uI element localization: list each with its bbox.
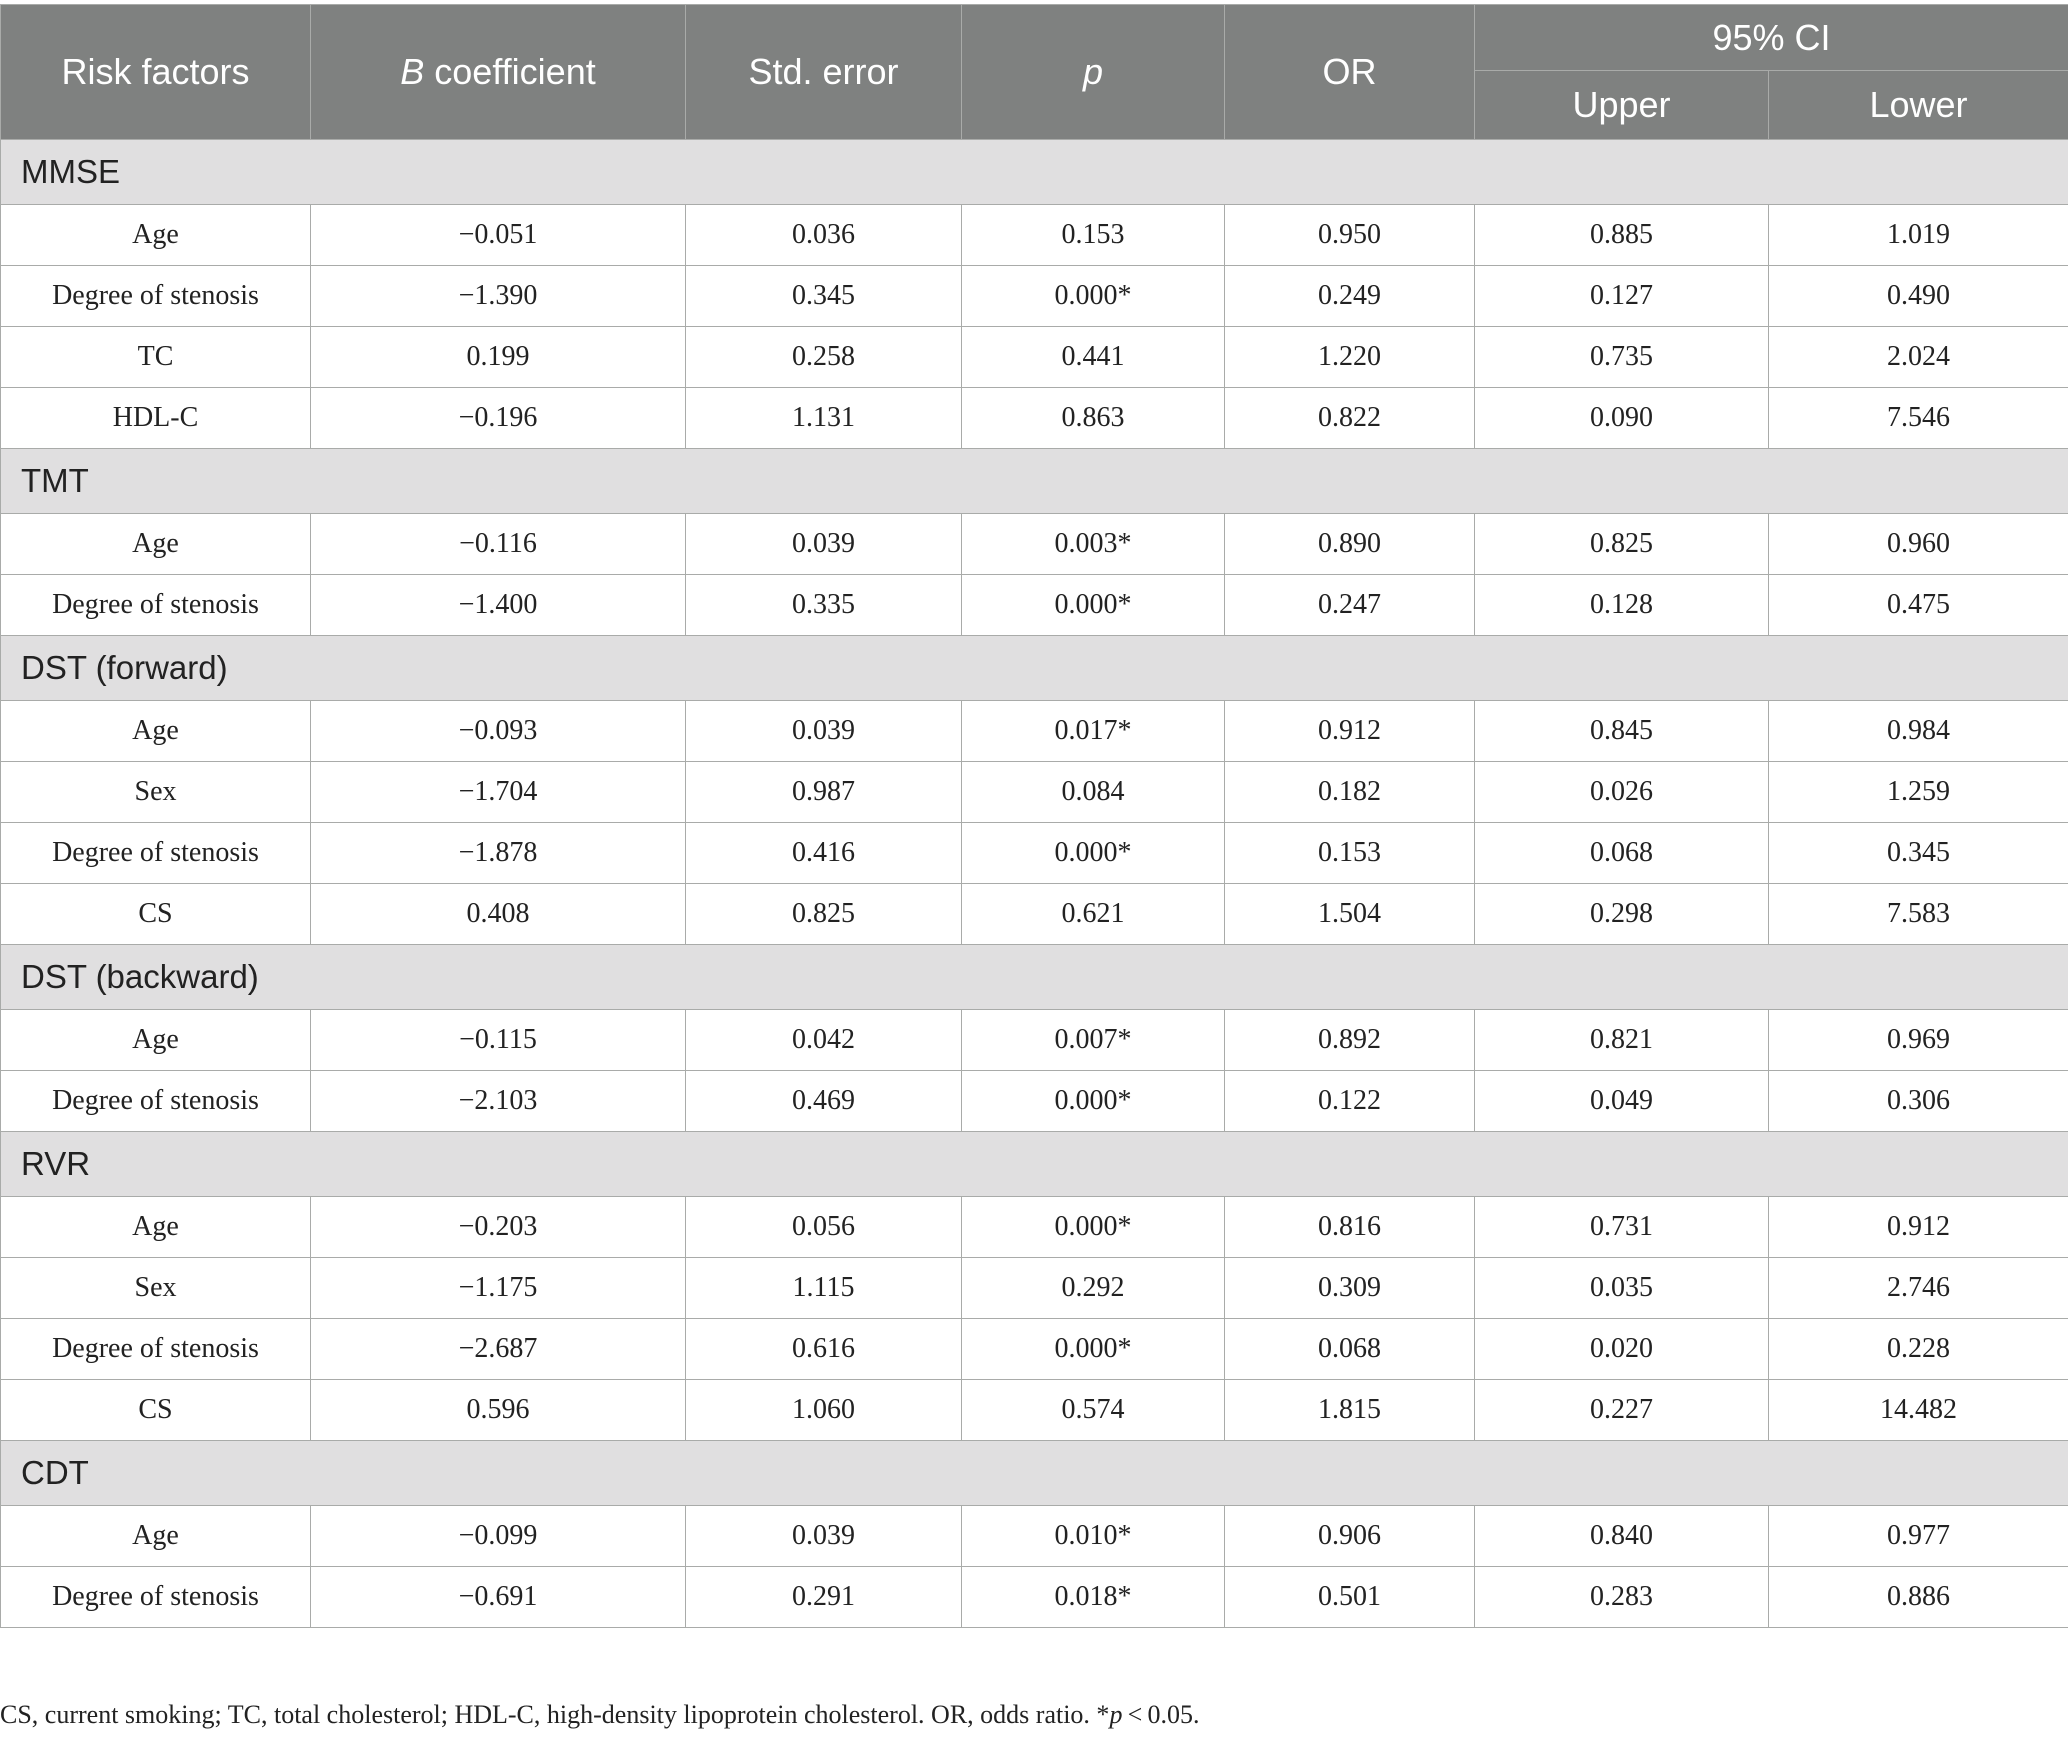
- std-error-cell: 0.039: [686, 701, 962, 762]
- b-coefficient-cell: −0.051: [311, 205, 686, 266]
- p-value-cell: 0.003*: [962, 514, 1225, 575]
- b-coefficient-cell: −0.691: [311, 1567, 686, 1628]
- ci-lower-cell: 7.583: [1769, 884, 2068, 945]
- ci-upper-cell: 0.845: [1475, 701, 1769, 762]
- group-label: TMT: [1, 449, 2068, 514]
- header-std-error: Std. error: [686, 5, 962, 140]
- header-lower: Lower: [1769, 71, 2068, 140]
- or-cell: 0.906: [1225, 1506, 1475, 1567]
- or-cell: 0.182: [1225, 762, 1475, 823]
- b-coefficient-cell: −1.390: [311, 266, 686, 327]
- table-row: [1, 1506, 2068, 1567]
- risk-factor-cell: Age: [1, 701, 311, 762]
- ci-upper-cell: 0.298: [1475, 884, 1769, 945]
- b-coefficient-cell: −1.175: [311, 1258, 686, 1319]
- p-value-cell: 0.084: [962, 762, 1225, 823]
- p-value-cell: 0.292: [962, 1258, 1225, 1319]
- header-or: OR: [1225, 5, 1475, 140]
- std-error-cell: 0.291: [686, 1567, 962, 1628]
- or-cell: 0.892: [1225, 1010, 1475, 1071]
- risk-factor-cell: Age: [1, 1506, 311, 1567]
- group-label: DST (forward): [1, 636, 2068, 701]
- std-error-cell: 1.115: [686, 1258, 962, 1319]
- b-coefficient-cell: 0.199: [311, 327, 686, 388]
- b-coefficient-cell: −0.116: [311, 514, 686, 575]
- std-error-cell: 0.416: [686, 823, 962, 884]
- p-value-cell: 0.000*: [962, 1071, 1225, 1132]
- table-row: [1, 575, 2068, 636]
- std-error-cell: 1.060: [686, 1380, 962, 1441]
- footnote-text: CS, current smoking; TC, total cholesterol; HDL-C, high-density lipoprotein cholesterol. OR, odds ratio. *: [0, 1700, 1110, 1729]
- ci-lower-cell: 14.482: [1769, 1380, 2068, 1441]
- table-footnote: [0, 1700, 1200, 1730]
- p-value-cell: 0.574: [962, 1380, 1225, 1441]
- ci-upper-cell: 0.068: [1475, 823, 1769, 884]
- table-body: [1, 140, 2068, 1628]
- ci-lower-cell: 7.546: [1769, 388, 2068, 449]
- footnote-threshold: < 0.05.: [1122, 1700, 1200, 1729]
- table-row: [1, 266, 2068, 327]
- or-cell: 0.122: [1225, 1071, 1475, 1132]
- or-cell: 0.068: [1225, 1319, 1475, 1380]
- group-header-row: [1, 140, 2068, 205]
- regression-table: [0, 4, 2068, 1628]
- p-value-cell: 0.000*: [962, 1319, 1225, 1380]
- std-error-cell: 0.469: [686, 1071, 962, 1132]
- b-coefficient-cell: 0.596: [311, 1380, 686, 1441]
- table-row: [1, 1567, 2068, 1628]
- risk-factor-cell: Degree of stenosis: [1, 266, 311, 327]
- ci-upper-cell: 0.735: [1475, 327, 1769, 388]
- p-value-cell: 0.007*: [962, 1010, 1225, 1071]
- table-row: [1, 388, 2068, 449]
- ci-upper-cell: 0.840: [1475, 1506, 1769, 1567]
- group-label: DST (backward): [1, 945, 2068, 1010]
- or-cell: 1.504: [1225, 884, 1475, 945]
- table-row: [1, 823, 2068, 884]
- or-cell: 0.822: [1225, 388, 1475, 449]
- or-cell: 0.247: [1225, 575, 1475, 636]
- p-value-cell: 0.010*: [962, 1506, 1225, 1567]
- footnote-p-symbol: p: [1109, 1700, 1123, 1729]
- or-cell: 0.912: [1225, 701, 1475, 762]
- or-cell: 1.815: [1225, 1380, 1475, 1441]
- p-value-cell: 0.017*: [962, 701, 1225, 762]
- ci-lower-cell: 2.746: [1769, 1258, 2068, 1319]
- std-error-cell: 0.042: [686, 1010, 962, 1071]
- table-row: [1, 884, 2068, 945]
- or-cell: 0.890: [1225, 514, 1475, 575]
- std-error-cell: 0.056: [686, 1197, 962, 1258]
- std-error-cell: 0.258: [686, 327, 962, 388]
- ci-upper-cell: 0.128: [1475, 575, 1769, 636]
- ci-lower-cell: 0.306: [1769, 1071, 2068, 1132]
- ci-lower-cell: 0.345: [1769, 823, 2068, 884]
- p-value-cell: 0.621: [962, 884, 1225, 945]
- risk-factor-cell: Degree of stenosis: [1, 1071, 311, 1132]
- header-b-coefficient: [311, 5, 686, 140]
- std-error-cell: 0.039: [686, 514, 962, 575]
- risk-factor-cell: TC: [1, 327, 311, 388]
- ci-upper-cell: 0.825: [1475, 514, 1769, 575]
- ci-upper-cell: 0.035: [1475, 1258, 1769, 1319]
- ci-lower-cell: 0.969: [1769, 1010, 2068, 1071]
- std-error-cell: 1.131: [686, 388, 962, 449]
- ci-upper-cell: 0.283: [1475, 1567, 1769, 1628]
- b-coefficient-cell: −2.103: [311, 1071, 686, 1132]
- risk-factor-cell: Age: [1, 514, 311, 575]
- ci-upper-cell: 0.020: [1475, 1319, 1769, 1380]
- or-cell: 0.501: [1225, 1567, 1475, 1628]
- table-row: [1, 327, 2068, 388]
- b-coefficient-cell: −0.099: [311, 1506, 686, 1567]
- risk-factor-cell: Degree of stenosis: [1, 823, 311, 884]
- or-cell: 0.950: [1225, 205, 1475, 266]
- group-label: RVR: [1, 1132, 2068, 1197]
- group-label: CDT: [1, 1441, 2068, 1506]
- table-row: [1, 1010, 2068, 1071]
- group-header-row: [1, 449, 2068, 514]
- table-row: [1, 701, 2068, 762]
- std-error-cell: 0.039: [686, 1506, 962, 1567]
- p-value-cell: 0.153: [962, 205, 1225, 266]
- header-b-label: coefficient: [424, 51, 596, 92]
- ci-upper-cell: 0.090: [1475, 388, 1769, 449]
- ci-upper-cell: 0.731: [1475, 1197, 1769, 1258]
- or-cell: 0.816: [1225, 1197, 1475, 1258]
- or-cell: 0.153: [1225, 823, 1475, 884]
- b-coefficient-cell: −0.196: [311, 388, 686, 449]
- risk-factor-cell: Degree of stenosis: [1, 575, 311, 636]
- ci-lower-cell: 0.984: [1769, 701, 2068, 762]
- ci-upper-cell: 0.026: [1475, 762, 1769, 823]
- risk-factor-cell: HDL-C: [1, 388, 311, 449]
- ci-upper-cell: 0.885: [1475, 205, 1769, 266]
- ci-lower-cell: 2.024: [1769, 327, 2068, 388]
- b-coefficient-cell: −1.878: [311, 823, 686, 884]
- group-header-row: [1, 636, 2068, 701]
- table-row: [1, 1071, 2068, 1132]
- group-label: MMSE: [1, 140, 2068, 205]
- ci-lower-cell: 1.019: [1769, 205, 2068, 266]
- b-coefficient-cell: −0.203: [311, 1197, 686, 1258]
- b-coefficient-cell: 0.408: [311, 884, 686, 945]
- std-error-cell: 0.825: [686, 884, 962, 945]
- p-value-cell: 0.000*: [962, 823, 1225, 884]
- ci-upper-cell: 0.127: [1475, 266, 1769, 327]
- risk-factor-cell: CS: [1, 1380, 311, 1441]
- ci-lower-cell: 0.490: [1769, 266, 2068, 327]
- or-cell: 0.249: [1225, 266, 1475, 327]
- ci-lower-cell: 0.977: [1769, 1506, 2068, 1567]
- table-row: [1, 514, 2068, 575]
- table-container: [0, 4, 2068, 1628]
- table-row: [1, 1319, 2068, 1380]
- or-cell: 1.220: [1225, 327, 1475, 388]
- group-header-row: [1, 1441, 2068, 1506]
- header-upper: Upper: [1475, 71, 1769, 140]
- header-risk-factors: Risk factors: [1, 5, 311, 140]
- ci-lower-cell: 1.259: [1769, 762, 2068, 823]
- std-error-cell: 0.335: [686, 575, 962, 636]
- b-coefficient-cell: −1.400: [311, 575, 686, 636]
- p-value-cell: 0.000*: [962, 1197, 1225, 1258]
- table-row: [1, 1197, 2068, 1258]
- table-header: [1, 5, 2068, 140]
- ci-lower-cell: 0.475: [1769, 575, 2068, 636]
- p-value-cell: 0.018*: [962, 1567, 1225, 1628]
- risk-factor-cell: Sex: [1, 762, 311, 823]
- header-b-symbol: B: [400, 51, 425, 92]
- risk-factor-cell: Degree of stenosis: [1, 1319, 311, 1380]
- group-header-row: [1, 945, 2068, 1010]
- ci-lower-cell: 0.886: [1769, 1567, 2068, 1628]
- std-error-cell: 0.987: [686, 762, 962, 823]
- ci-lower-cell: 0.960: [1769, 514, 2068, 575]
- ci-lower-cell: 0.912: [1769, 1197, 2068, 1258]
- table-row: [1, 762, 2068, 823]
- table-row: [1, 1380, 2068, 1441]
- table-row: [1, 205, 2068, 266]
- or-cell: 0.309: [1225, 1258, 1475, 1319]
- table-row: [1, 1258, 2068, 1319]
- std-error-cell: 0.345: [686, 266, 962, 327]
- risk-factor-cell: Age: [1, 1010, 311, 1071]
- p-value-cell: 0.441: [962, 327, 1225, 388]
- header-p: p: [962, 5, 1225, 140]
- std-error-cell: 0.616: [686, 1319, 962, 1380]
- risk-factor-cell: Degree of stenosis: [1, 1567, 311, 1628]
- b-coefficient-cell: −1.704: [311, 762, 686, 823]
- risk-factor-cell: CS: [1, 884, 311, 945]
- p-value-cell: 0.863: [962, 388, 1225, 449]
- risk-factor-cell: Age: [1, 205, 311, 266]
- group-header-row: [1, 1132, 2068, 1197]
- p-value-cell: 0.000*: [962, 575, 1225, 636]
- p-value-cell: 0.000*: [962, 266, 1225, 327]
- ci-upper-cell: 0.227: [1475, 1380, 1769, 1441]
- b-coefficient-cell: −0.115: [311, 1010, 686, 1071]
- risk-factor-cell: Age: [1, 1197, 311, 1258]
- b-coefficient-cell: −2.687: [311, 1319, 686, 1380]
- risk-factor-cell: Sex: [1, 1258, 311, 1319]
- ci-upper-cell: 0.049: [1475, 1071, 1769, 1132]
- b-coefficient-cell: −0.093: [311, 701, 686, 762]
- ci-upper-cell: 0.821: [1475, 1010, 1769, 1071]
- header-95-ci: 95% CI: [1475, 5, 2068, 71]
- ci-lower-cell: 0.228: [1769, 1319, 2068, 1380]
- std-error-cell: 0.036: [686, 205, 962, 266]
